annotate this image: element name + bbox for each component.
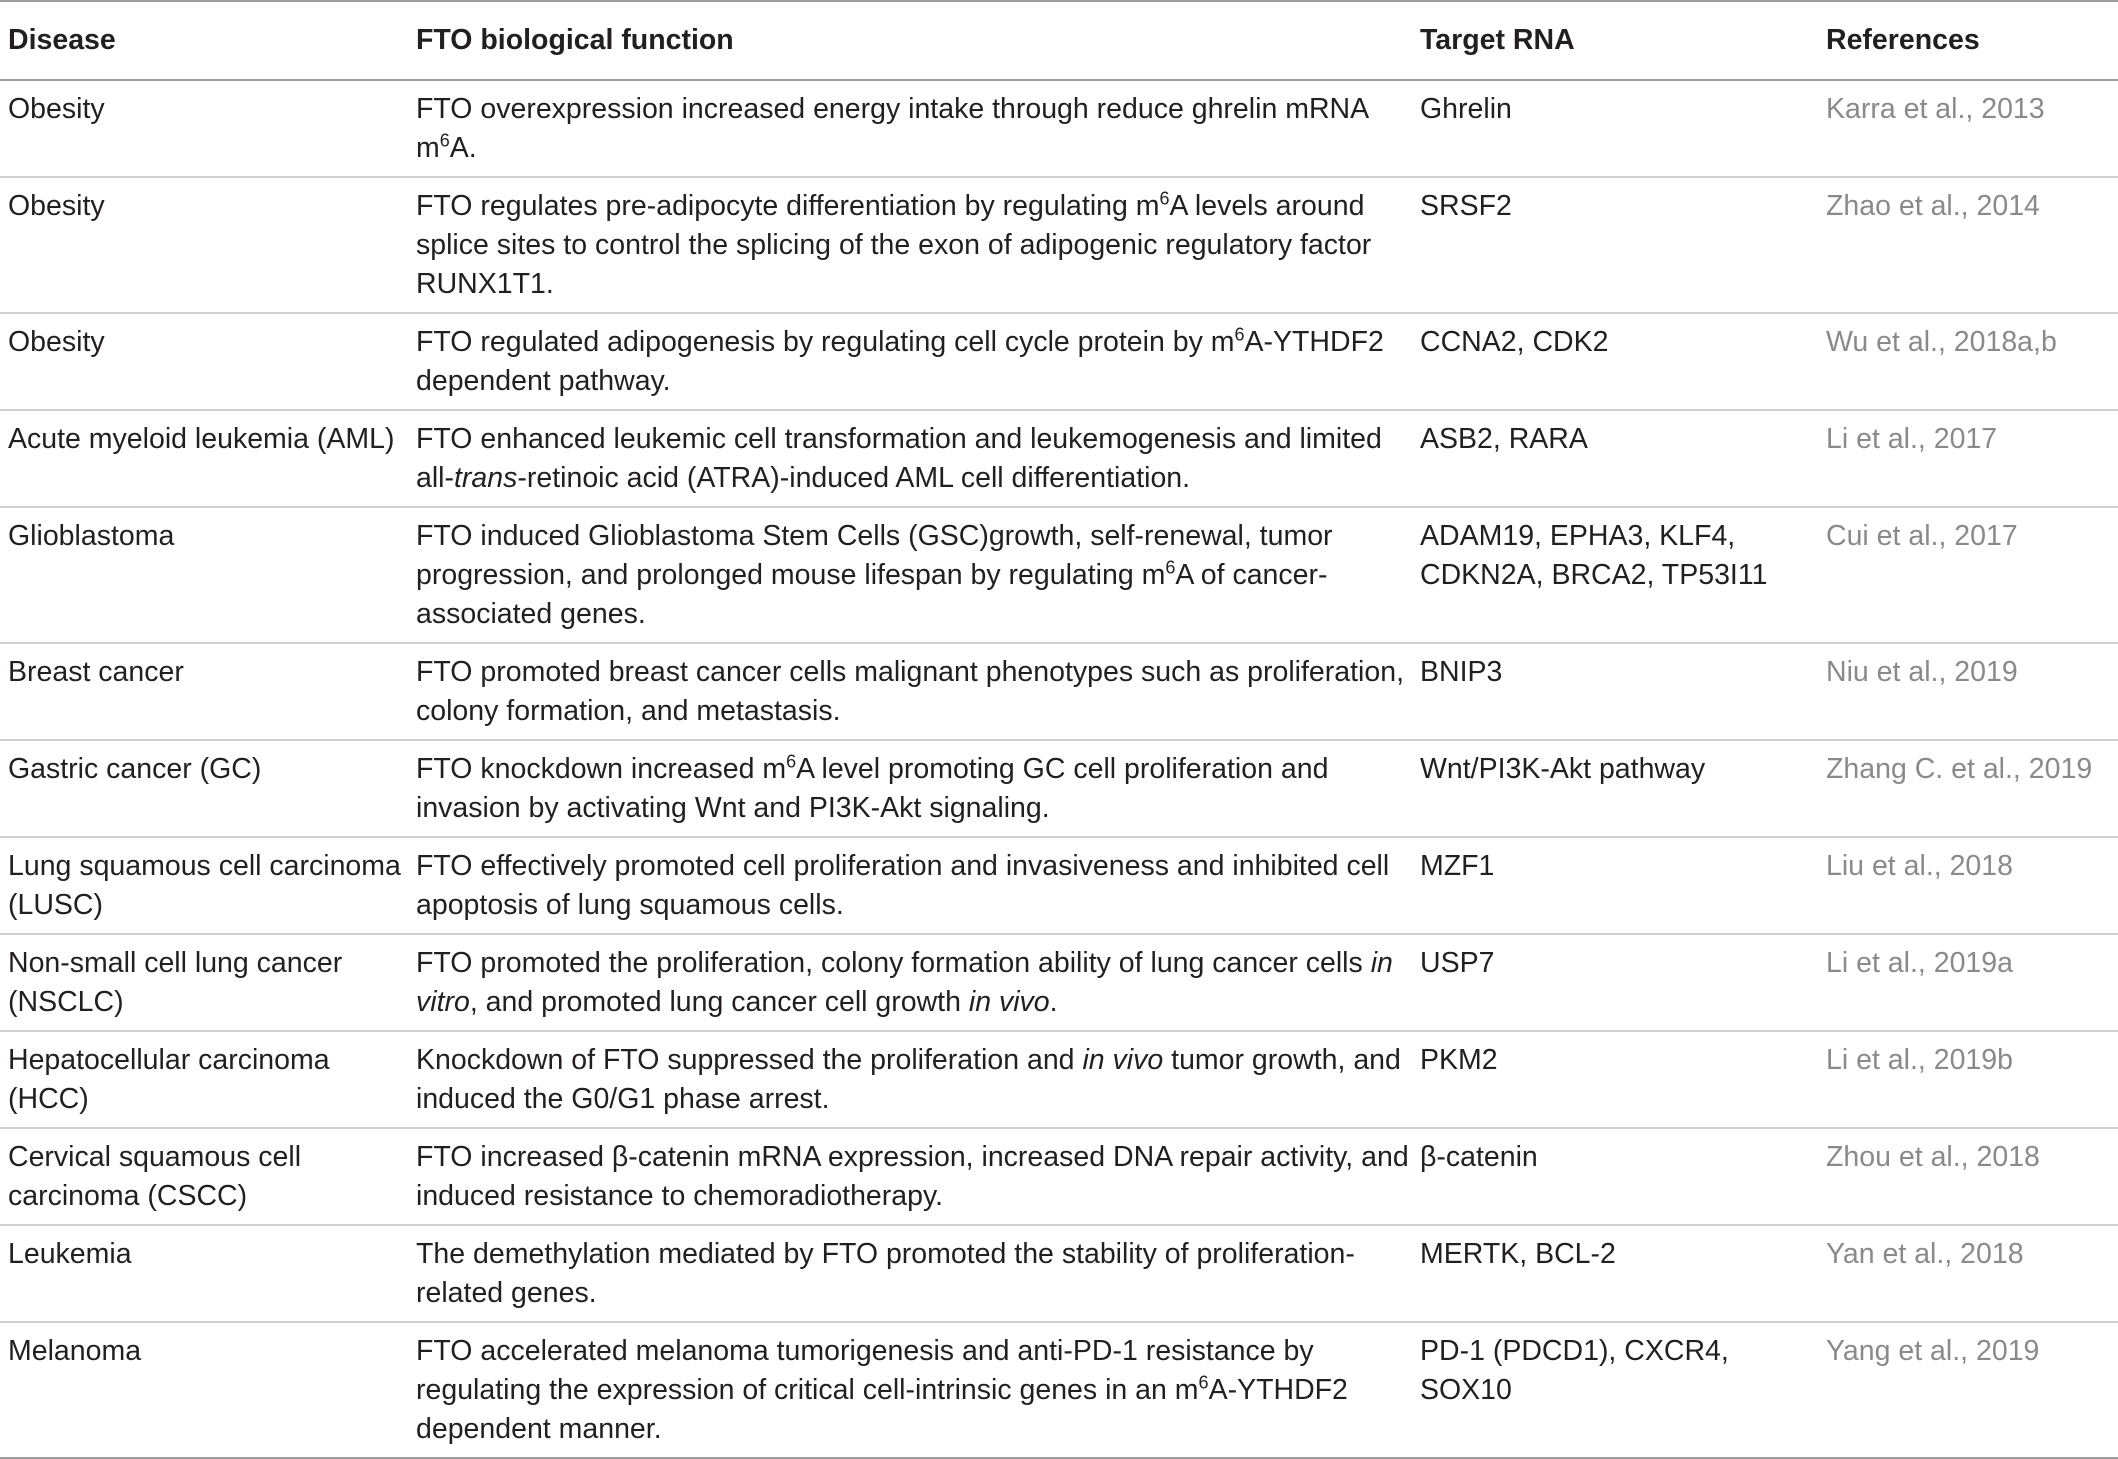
target-rna-cell: BNIP3 <box>1420 656 1503 688</box>
disease-cell: Hepatocellular carcinoma (HCC) <box>8 1044 330 1115</box>
header-references: References <box>1826 24 1980 56</box>
reference-cell: Zhou et al., 2018 <box>1826 1141 2040 1173</box>
reference-cell: Li et al., 2019b <box>1826 1044 2013 1076</box>
target-rna-cell: SRSF2 <box>1420 190 1512 222</box>
table-row <box>0 643 2118 740</box>
reference-cell: Zhao et al., 2014 <box>1826 190 2040 222</box>
reference-cell: Karra et al., 2013 <box>1826 93 2045 125</box>
reference-cell: Li et al., 2019a <box>1826 947 2013 979</box>
function-cell: FTO induced Glioblastoma Stem Cells (GSC)growth, self-renewal, tumor progression, and prolonged mouse lifespan by regulating $m^6A$ of cancer-associated genes. <box>416 520 1333 630</box>
function-cell: FTO regulates pre-adipocyte differentiation by regulating $m^6A$ levels around splice sites to control the splicing of the exon of adipogenic regulatory factor RUNX1T1. <box>416 188 1372 300</box>
reference-cell: Wu et al., 2018a,b <box>1826 326 2057 358</box>
table-header <box>0 1 2118 80</box>
reference-cell: Yan et al., 2018 <box>1826 1238 2024 1270</box>
table-row <box>0 80 2118 177</box>
table-row <box>0 410 2118 507</box>
function-cell: FTO enhanced leukemic cell transformation and leukemogenesis and limited all-trans-retinoic acid (ATRA)-induced AML cell differentiation. <box>416 423 1382 494</box>
header-target-rna: Target RNA <box>1420 24 1575 56</box>
disease-cell: Breast cancer <box>8 656 184 688</box>
function-cell: FTO effectively promoted cell proliferation and invasiveness and inhibited cell apoptosis of lung squamous cells. <box>416 850 1390 921</box>
disease-cell: Obesity <box>8 93 105 125</box>
disease-cell: Glioblastoma <box>8 520 175 552</box>
target-rna-cell: USP7 <box>1420 947 1495 979</box>
target-rna-cell: CCNA2, CDK2 <box>1420 326 1609 358</box>
function-cell: The demethylation mediated by FTO promoted the stability of proliferation-related genes. <box>416 1238 1355 1309</box>
function-cell: FTO promoted the proliferation, colony formation ability of lung cancer cells in vitro, and promoted lung cancer cell growth in vivo. <box>416 947 1393 1018</box>
table-row <box>0 177 2118 313</box>
function-cell: FTO increased β-catenin mRNA expression, increased DNA repair activity, and induced resistance to chemoradiotherapy. <box>416 1141 1409 1212</box>
target-rna-cell: β-catenin <box>1420 1141 1538 1173</box>
table-row <box>0 1225 2118 1322</box>
table-row <box>0 1031 2118 1128</box>
disease-cell: Obesity <box>8 190 105 222</box>
disease-cell: Non-small cell lung cancer (NSCLC) <box>8 947 343 1018</box>
table-row <box>0 1128 2118 1225</box>
target-rna-cell: MERTK, BCL-2 <box>1420 1238 1616 1270</box>
table-body <box>0 80 2118 1458</box>
function-cell: FTO accelerated melanoma tumorigenesis and anti-PD-1 resistance by regulating the expression of critical cell-intrinsic genes in an $m^6A-YTHDF2$ dependent manner. <box>416 1335 1348 1445</box>
function-cell: FTO regulated adipogenesis by regulating cell cycle protein by $m^6A-YTHDF2$ dependent pathway. <box>416 324 1384 397</box>
function-cell: Knockdown of FTO suppressed the proliferation and in vivo tumor growth, and induced the G0/G1 phase arrest. <box>416 1044 1401 1115</box>
table-row <box>0 934 2118 1031</box>
target-rna-cell: PD-1 (PDCD1), CXCR4, SOX10 <box>1420 1335 1729 1406</box>
target-rna-cell: PKM2 <box>1420 1044 1498 1076</box>
header-disease: Disease <box>8 24 116 56</box>
header-function: FTO biological function <box>416 24 734 56</box>
disease-cell: Lung squamous cell carcinoma (LUSC) <box>8 850 401 921</box>
reference-cell: Li et al., 2017 <box>1826 423 1998 455</box>
function-cell: FTO overexpression increased energy intake through reduce ghrelin mRNA $m^6A$. <box>416 93 1368 164</box>
reference-cell: Cui et al., 2017 <box>1826 520 2018 552</box>
target-rna-cell: Ghrelin <box>1420 93 1512 125</box>
table-row <box>0 740 2118 837</box>
reference-cell: Liu et al., 2018 <box>1826 850 2013 882</box>
disease-cell: Melanoma <box>8 1335 142 1367</box>
target-rna-cell: ADAM19, EPHA3, KLF4, CDKN2A, BRCA2, TP53I11 <box>1420 520 1768 591</box>
table-row <box>0 837 2118 934</box>
reference-cell: Yang et al., 2019 <box>1826 1335 2040 1367</box>
disease-cell: Gastric cancer (GC) <box>8 753 262 785</box>
disease-cell: Obesity <box>8 326 105 358</box>
function-cell: FTO knockdown increased $m^6A$ level promoting GC cell proliferation and invasion by activating Wnt and PI3K-Akt signaling. <box>416 751 1329 824</box>
header-row <box>0 1 2118 80</box>
target-rna-cell: ASB2, RARA <box>1420 423 1588 455</box>
table-row <box>0 313 2118 410</box>
target-rna-cell: Wnt/PI3K-Akt pathway <box>1420 753 1706 785</box>
target-rna-cell: MZF1 <box>1420 850 1495 882</box>
disease-cell: Leukemia <box>8 1238 132 1270</box>
disease-cell: Acute myeloid leukemia (AML) <box>8 423 395 455</box>
reference-cell: Zhang C. et al., 2019 <box>1826 753 2093 785</box>
function-cell: FTO promoted breast cancer cells malignant phenotypes such as proliferation, colony formation, and metastasis. <box>416 656 1404 727</box>
reference-cell: Niu et al., 2019 <box>1826 656 2018 688</box>
table-row <box>0 507 2118 643</box>
table-row <box>0 1322 2118 1458</box>
disease-cell: Cervical squamous cell carcinoma (CSCC) <box>8 1141 302 1212</box>
